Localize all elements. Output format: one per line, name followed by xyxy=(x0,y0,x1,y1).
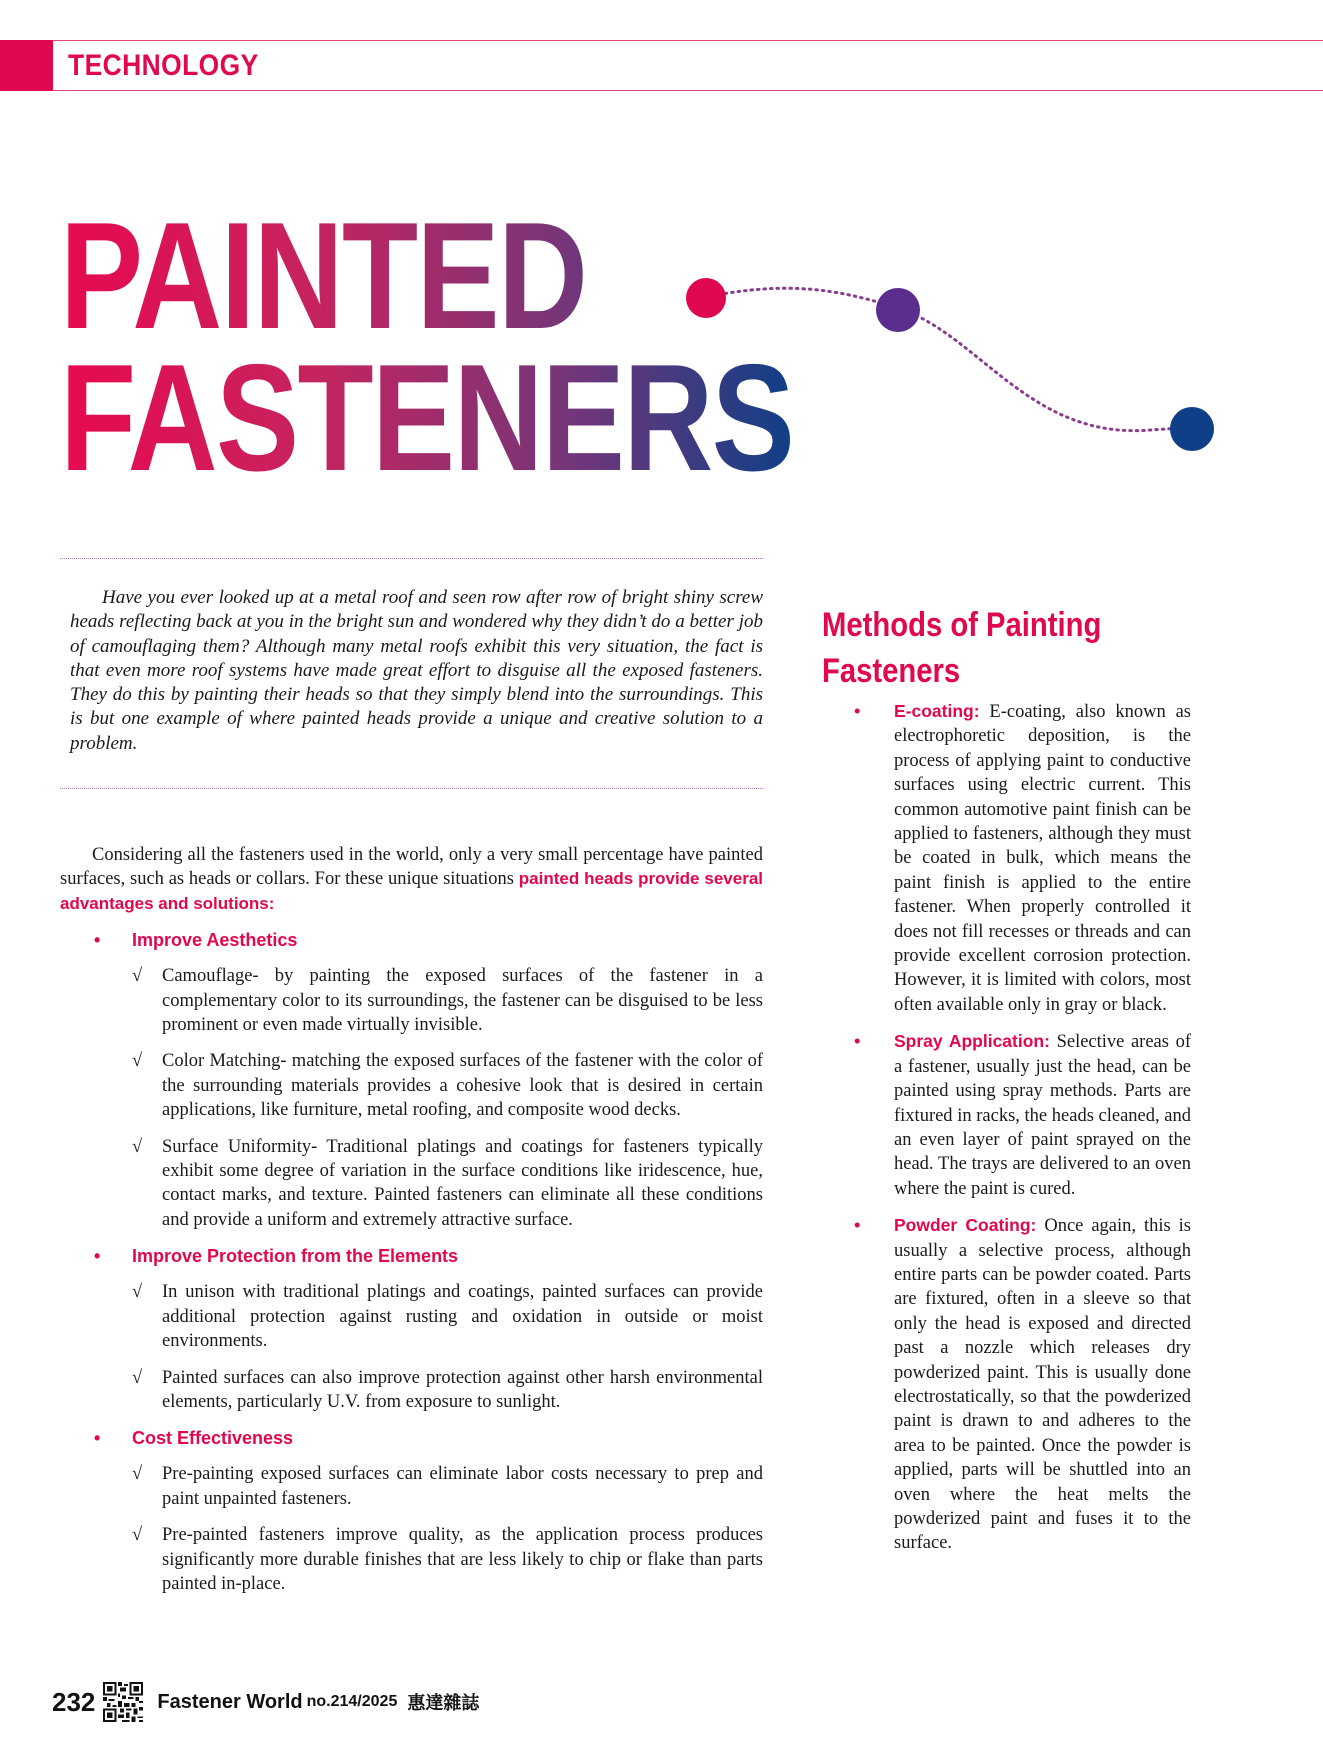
checkmark-icon: √ xyxy=(132,1051,143,1072)
list-item: √ Camouflage- by painting the exposed surfaces of the fastener in a complementary color to its surroundings, the fastener can be disguised to be less prominent or even made virtually invisible. xyxy=(132,966,763,1036)
qr-code-icon xyxy=(103,1682,143,1722)
checkmark-icon: √ xyxy=(132,1464,143,1485)
dotted-path-decoration xyxy=(670,255,1230,475)
divider-top xyxy=(60,558,763,559)
dot-pink xyxy=(686,278,726,318)
method-item-spray: • Spray Application: Selective areas of a fastener, usually just the head, can be painted using spray methods. Parts are fixtured in racks, the heads cleaned, and an even layer of paint sprayed on the head. The trays are delivered to an oven where the paint is cured. xyxy=(854,1030,1191,1199)
magazine-chinese-title: 惠達雜誌 xyxy=(407,1693,480,1714)
bullet-icon: • xyxy=(94,1246,101,1267)
bullet-icon: • xyxy=(94,930,101,951)
checkmark-icon: √ xyxy=(132,1136,143,1157)
header-rule-top xyxy=(0,40,1323,41)
list-item: √ Pre-painted fasteners improve quality, as the application process produces significantly more durable finishes that are less likely to chip or flake than parts painted in-place. xyxy=(132,1525,763,1594)
bullet-icon: • xyxy=(94,1428,101,1449)
list-item: √ Color Matching- matching the exposed surfaces of the fastener with the color of the surrounding materials provides a cohesive look that is desired in certain applications, like furniture, metal roofing, and composite wood decks. xyxy=(132,1051,763,1121)
section-label: TECHNOLOGY xyxy=(68,49,259,82)
dotted-curve xyxy=(706,288,1192,430)
section-heading: • Improve Aesthetics xyxy=(94,930,298,951)
intro-text: Have you ever looked up at a metal roof and seen row after row of bright shiny screw heads reflecting back at you in the bright sun and wondered why they didn’t do a better job of camouflaging them? Although many metal roofs exhibit this very situation, the fact is that even more roof systems have made great effort to disguise all the exposed fasteners. They do this by painting their heads so that they simply blend into the surroundings. This is but one example of where painted heads provide a unique and creative solution to a problem. xyxy=(70,587,763,754)
checkmark-icon: √ xyxy=(132,1282,143,1303)
lead-paragraph: Considering all the fasteners used in the world, only a very small percentage have painted surfaces, such as heads or collars. For these unique situations painted heads provide several advantages and solutions: xyxy=(60,845,763,913)
checkmark-icon: √ xyxy=(132,1525,143,1546)
page-number: 232 xyxy=(52,1686,96,1717)
list-item: √ In unison with traditional platings and coatings, painted surfaces can provide additional protection against rusting and oxidation in outside or moist environments. xyxy=(132,1282,763,1352)
issue-number: no.214/2025 xyxy=(306,1693,398,1710)
page-footer xyxy=(52,1682,479,1722)
checkmark-icon: √ xyxy=(132,1367,143,1388)
bullet-icon: • xyxy=(854,1214,861,1236)
title-line-1: PAINTED xyxy=(60,191,587,361)
bullet-icon: • xyxy=(854,1030,861,1052)
divider-bottom xyxy=(60,788,763,789)
lead-highlight: painted heads provide several advantages and solutions: xyxy=(60,869,763,913)
list-item: √ Surface Uniformity- Traditional platings and coatings for fasteners typically exhibit some degree of variation in the surface conditions like iridescence, hue, contact marks, and texture. Painted fasteners can eliminate all these conditions and provide a uniform and extremely attractive surface. xyxy=(132,1136,763,1230)
section-heading: • Improve Protection from the Elements xyxy=(94,1246,459,1267)
method-item-ecoating: • E-coating: E-coating, also known as electrophoretic deposition, is the process of applying paint to conductive surfaces using electric current. This common automotive paint finish can be applied to fasteners, although they must be coated in bulk, which means the paint finish is applied to the entire fastener. When properly controlled it does not fill recesses or threads and can provide excellent corrosion protection. However, it is limited with colors, most often available only in gray or black. xyxy=(854,700,1191,1015)
dot-purple xyxy=(876,288,920,332)
list-item: √ Painted surfaces can also improve protection against other harsh environmental elements, particularly U.V. from exposure to sunlight. xyxy=(132,1367,763,1412)
header-accent-bar xyxy=(0,40,53,91)
dot-navy xyxy=(1170,407,1214,451)
methods-heading: Methods of Painting Fasteners xyxy=(822,606,1102,690)
methods-list xyxy=(854,699,1192,1568)
main-body xyxy=(60,843,763,1596)
method-item-powder: • Powder Coating: Once again, this is usually a selective process, although entire parts can be powder coated. Parts are fixtured, often in a sleeve so that only the head is exposed and directed past a nozzle which releases dry powderized paint. This is usually done electrostatically, so that the powderized paint is drawn to and adheres to the area to be painted. Once the powder is applied, parts will be shuttled into an oven where the heat melts the powderized paint and fuses it to the surface. xyxy=(854,1214,1192,1554)
header-rule-bottom xyxy=(0,90,1323,91)
title-line-2: FASTENERS xyxy=(60,333,794,503)
list-item: √ Pre-painting exposed surfaces can eliminate labor costs necessary to prep and paint unpainted fasteners. xyxy=(132,1464,763,1509)
magazine-name: Fastener World xyxy=(157,1690,303,1713)
checkmark-icon: √ xyxy=(132,966,143,987)
bullet-icon: • xyxy=(854,700,861,721)
section-heading: • Cost Effectiveness xyxy=(94,1428,294,1449)
